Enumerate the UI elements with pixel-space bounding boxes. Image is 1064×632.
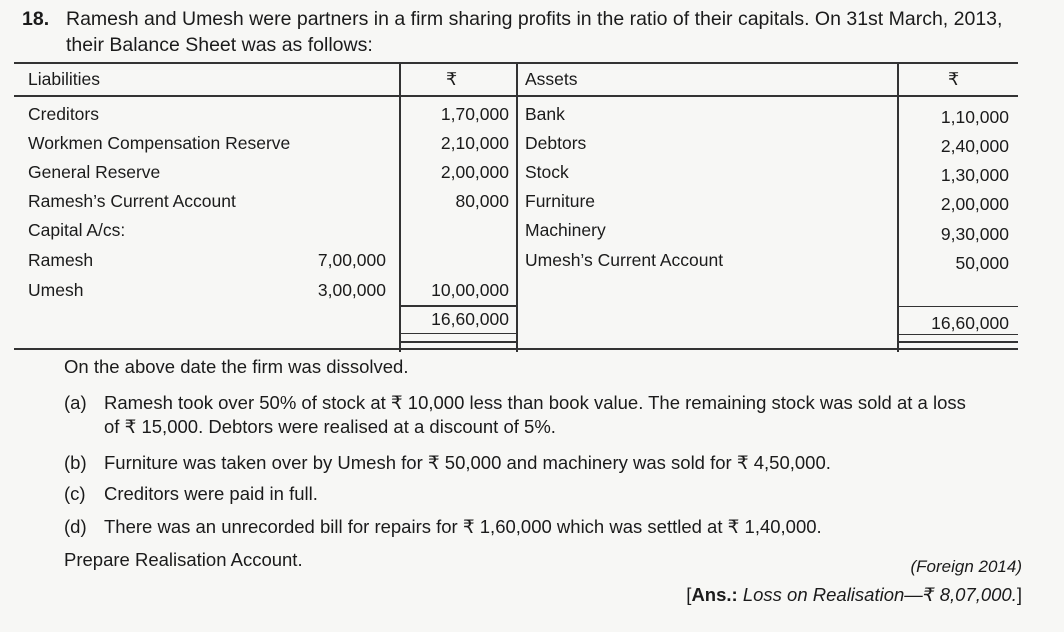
liability-amount: 1,70,000 — [440, 104, 509, 124]
capital-accounts-label: Capital A/cs: — [28, 220, 126, 240]
liabilities-total: 16,60,000 — [431, 309, 509, 329]
liabilities-header: Liabilities — [28, 69, 100, 89]
assets-total: 16,60,000 — [931, 313, 1009, 333]
item-text: Creditors were paid in full. — [104, 483, 318, 504]
capital-partner-amount: 3,00,000 — [317, 280, 386, 300]
item-text: Furniture was taken over by Umesh for ₹ 50,000 and machinery was sold for ₹ 4,50,000. — [104, 452, 831, 473]
item-label: (c) — [64, 483, 86, 504]
liability-label: Ramesh’s Current Account — [28, 191, 236, 211]
instruction-text: Prepare Realisation Account. — [64, 549, 303, 570]
center-divider — [516, 62, 518, 352]
asset-label: Stock — [525, 162, 569, 182]
capital-partner-label: Ramesh — [28, 250, 94, 270]
question-text-line-1: Ramesh and Umesh were partners in a firm sharing profits in the ratio of their capitals. On 31st March, 2013, — [66, 8, 1003, 30]
liability-amount: 2,00,000 — [440, 162, 509, 182]
answer-label: Ans.: — [691, 584, 738, 605]
list-item — [64, 515, 1034, 541]
item-text-line: of ₹ 15,000. Debtors were realised at a discount of 5%. — [104, 416, 556, 437]
item-label: (d) — [64, 516, 87, 537]
item-text: There was an unrecorded bill for repairs for ₹ 1,60,000 which was settled at ₹ 1,40,000. — [104, 516, 822, 537]
list-item — [64, 391, 1034, 441]
asset-amount: 50,000 — [955, 253, 1009, 273]
capital-partner-amount: 7,00,000 — [317, 250, 386, 270]
list-item — [64, 482, 1034, 508]
asset-label: Umesh’s Current Account — [525, 250, 724, 270]
item-label: (b) — [64, 452, 87, 473]
capital-total: 10,00,000 — [431, 280, 509, 300]
asset-label: Machinery — [525, 220, 606, 240]
liability-label: Creditors — [28, 104, 99, 124]
question-text-line-2: their Balance Sheet was as follows: — [66, 34, 373, 56]
asset-amount: 2,00,000 — [940, 194, 1009, 214]
item-text-line: Ramesh took over 50% of stock at ₹ 10,000 less than book value. The remaining stock was sold at a loss — [104, 392, 966, 413]
asset-amount: 1,30,000 — [940, 165, 1009, 185]
assets-header: Assets — [525, 69, 578, 89]
dissolution-intro: On the above date the firm was dissolved. — [64, 356, 409, 377]
liability-label: General Reserve — [28, 162, 161, 182]
asset-label: Bank — [525, 104, 565, 124]
asset-amount: 1,10,000 — [940, 107, 1009, 127]
liability-label: Workmen Compensation Reserve — [28, 133, 291, 153]
asset-label: Furniture — [525, 191, 596, 211]
item-text — [104, 391, 966, 439]
balance-sheet-table — [14, 62, 1018, 354]
liability-amount: 2,10,000 — [440, 133, 509, 153]
answer-open-bracket: [ — [686, 584, 692, 605]
asset-amount: 9,30,000 — [940, 224, 1009, 244]
liability-amount: 80,000 — [455, 191, 509, 211]
asset-label: Debtors — [525, 133, 587, 153]
rupee-header-left: ₹ — [446, 69, 458, 89]
right-total-double-rule — [897, 341, 1018, 343]
question-number: 18. — [22, 8, 50, 30]
capital-partner-label: Umesh — [28, 280, 84, 300]
question-text — [66, 6, 1036, 58]
answer-text: Loss on Realisation—₹ 8,07,000. — [737, 584, 1017, 605]
rupee-header-right: ₹ — [948, 69, 960, 89]
source-reference: (Foreign 2014) — [910, 557, 1022, 576]
answer-close-bracket: ] — [1016, 584, 1022, 605]
list-item — [64, 451, 1034, 477]
asset-amount: 2,40,000 — [940, 136, 1009, 156]
left-total-double-rule — [399, 341, 516, 343]
item-label: (a) — [64, 392, 87, 413]
answer-line — [686, 583, 1022, 607]
